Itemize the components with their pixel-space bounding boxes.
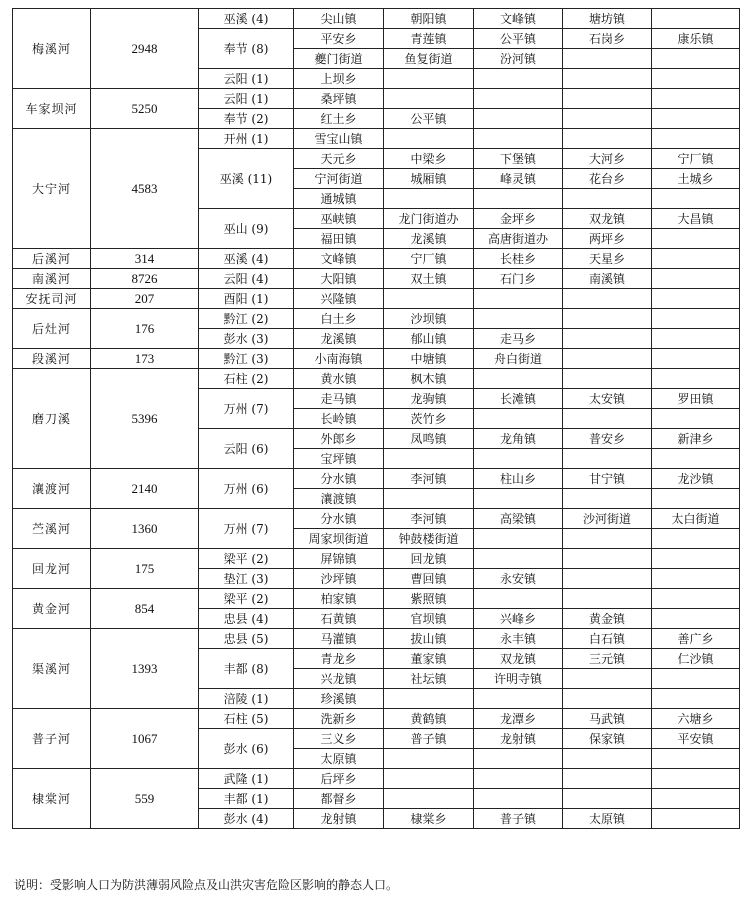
town-cell: 高唐街道办 [474,229,563,249]
county-cell: 巫溪 (4) [199,249,294,269]
town-cell: 永丰镇 [474,629,563,649]
county-cell: 丰都 (1) [199,789,294,809]
town-cell: 上坝乡 [294,69,384,89]
town-cell: 龙驹镇 [384,389,474,409]
town-cell: 舟白街道 [474,349,563,369]
town-cell [474,489,563,509]
town-cell: 分水镇 [294,469,384,489]
table-row [13,269,740,289]
table-row [13,469,740,489]
town-cell [563,589,652,609]
county-cell: 丰都 (8) [199,649,294,689]
town-cell [652,569,740,589]
town-cell [652,449,740,469]
town-cell [652,109,740,129]
river-name-cell: 普子河 [13,709,91,769]
town-cell: 走马乡 [474,329,563,349]
county-cell: 梁平 (2) [199,589,294,609]
town-cell: 龙射镇 [474,729,563,749]
town-cell: 黄金镇 [563,609,652,629]
town-cell: 珍溪镇 [294,689,384,709]
county-cell: 彭水 (6) [199,729,294,769]
county-cell: 云阳 (1) [199,69,294,89]
town-cell [474,89,563,109]
town-cell: 兴龙镇 [294,669,384,689]
town-cell: 六塘乡 [652,709,740,729]
county-cell: 云阳 (6) [199,429,294,469]
river-name-cell: 瀼渡河 [13,469,91,509]
town-cell [652,789,740,809]
town-cell [652,549,740,569]
river-name-cell: 棣棠河 [13,769,91,829]
town-cell: 枫木镇 [384,369,474,389]
town-cell [652,289,740,309]
town-cell: 中塘镇 [384,349,474,369]
town-cell: 白土乡 [294,309,384,329]
town-cell: 白石镇 [563,629,652,649]
affected-population-cell: 854 [91,589,199,629]
town-cell [474,289,563,309]
river-name-cell: 大宁河 [13,129,91,249]
town-cell [652,329,740,349]
town-cell: 茨竹乡 [384,409,474,429]
affected-population-cell: 207 [91,289,199,309]
town-cell: 后坪乡 [294,769,384,789]
town-cell [474,789,563,809]
town-cell: 青龙乡 [294,649,384,669]
table-row [13,369,740,389]
town-cell: 回龙镇 [384,549,474,569]
town-cell [563,49,652,69]
town-cell [563,409,652,429]
town-cell: 夔门街道 [294,49,384,69]
county-cell: 石柱 (2) [199,369,294,389]
river-name-cell: 黄金河 [13,589,91,629]
county-cell: 黔江 (3) [199,349,294,369]
town-cell [563,349,652,369]
town-cell: 外郎乡 [294,429,384,449]
town-cell [563,109,652,129]
town-cell [384,129,474,149]
town-cell: 分水镇 [294,509,384,529]
town-cell [563,789,652,809]
town-cell [474,109,563,129]
town-cell: 鱼复街道 [384,49,474,69]
town-cell: 天元乡 [294,149,384,169]
town-cell [652,89,740,109]
town-cell: 石黄镇 [294,609,384,629]
town-cell: 龙溪镇 [384,229,474,249]
town-cell: 许明寺镇 [474,669,563,689]
table-row [13,769,740,789]
town-cell [563,449,652,469]
town-cell: 甘宁镇 [563,469,652,489]
county-cell: 酉阳 (1) [199,289,294,309]
town-cell [563,769,652,789]
town-cell: 郁山镇 [384,329,474,349]
town-cell [474,769,563,789]
table-row [13,309,740,329]
table-row [13,9,740,29]
river-name-cell: 车家坝河 [13,89,91,129]
town-cell: 雪宝山镇 [294,129,384,149]
town-cell: 李河镇 [384,509,474,529]
town-cell: 罗田镇 [652,389,740,409]
table-row [13,589,740,609]
town-cell: 黄鹤镇 [384,709,474,729]
county-cell: 武隆 (1) [199,769,294,789]
river-name-cell: 安抚司河 [13,289,91,309]
town-cell: 长岭镇 [294,409,384,429]
town-cell [652,689,740,709]
town-cell: 红土乡 [294,109,384,129]
town-cell: 沙河街道 [563,509,652,529]
town-cell: 龙角镇 [474,429,563,449]
county-cell: 巫溪 (4) [199,9,294,29]
county-cell: 云阳 (1) [199,89,294,109]
town-cell [652,769,740,789]
town-cell [652,189,740,209]
town-cell [474,689,563,709]
town-cell [652,349,740,369]
town-cell: 凤鸣镇 [384,429,474,449]
town-cell: 龙溪镇 [294,329,384,349]
town-cell: 社坛镇 [384,669,474,689]
town-cell: 沙坪镇 [294,569,384,589]
table-row [13,349,740,369]
affected-population-cell: 176 [91,309,199,349]
town-cell [652,489,740,509]
town-cell [474,69,563,89]
town-cell: 洗新乡 [294,709,384,729]
town-cell: 走马镇 [294,389,384,409]
town-cell [474,529,563,549]
town-cell: 拔山镇 [384,629,474,649]
town-cell: 通城镇 [294,189,384,209]
affected-population-cell: 1393 [91,629,199,709]
affected-population-cell: 4583 [91,129,199,249]
town-cell: 黄水镇 [294,369,384,389]
table-row [13,509,740,529]
town-cell [652,529,740,549]
town-cell [474,309,563,329]
town-cell: 曹回镇 [384,569,474,589]
town-cell: 中梁乡 [384,149,474,169]
table-row [13,129,740,149]
table-row [13,709,740,729]
town-cell [563,309,652,329]
town-cell: 青莲镇 [384,29,474,49]
county-cell: 巫山 (9) [199,209,294,249]
affected-population-cell: 8726 [91,269,199,289]
affected-population-cell: 5250 [91,89,199,129]
affected-towns-table [12,8,740,829]
county-cell: 万州 (6) [199,469,294,509]
town-cell: 长滩镇 [474,389,563,409]
town-cell: 石岗乡 [563,29,652,49]
town-cell: 三元镇 [563,649,652,669]
town-cell: 尖山镇 [294,9,384,29]
town-cell: 周家坝街道 [294,529,384,549]
town-cell: 保家镇 [563,729,652,749]
affected-population-cell: 2140 [91,469,199,509]
town-cell [652,369,740,389]
town-cell: 宝坪镇 [294,449,384,469]
town-cell: 兴隆镇 [294,289,384,309]
town-cell: 柏家镇 [294,589,384,609]
town-cell [652,9,740,29]
town-cell: 公平镇 [384,109,474,129]
river-name-cell: 苎溪河 [13,509,91,549]
town-cell: 钟鼓楼街道 [384,529,474,549]
affected-population-cell: 5396 [91,369,199,469]
town-cell: 两坪乡 [563,229,652,249]
town-cell: 小南海镇 [294,349,384,369]
town-cell: 塘坊镇 [563,9,652,29]
affected-population-cell: 2948 [91,9,199,89]
town-cell: 屏锦镇 [294,549,384,569]
river-name-cell: 梅溪河 [13,9,91,89]
county-cell: 涪陵 (1) [199,689,294,709]
town-cell: 马武镇 [563,709,652,729]
affected-population-cell: 175 [91,549,199,589]
town-cell: 都督乡 [294,789,384,809]
river-name-cell: 后灶河 [13,309,91,349]
town-cell: 文峰镇 [294,249,384,269]
town-cell: 善广乡 [652,629,740,649]
town-cell: 龙沙镇 [652,469,740,489]
table-row [13,289,740,309]
county-cell: 奉节 (8) [199,29,294,69]
town-cell: 官坝镇 [384,609,474,629]
town-cell [563,69,652,89]
town-cell: 高梁镇 [474,509,563,529]
town-cell: 太原镇 [563,809,652,829]
town-cell [652,49,740,69]
town-cell [563,129,652,149]
town-cell: 永安镇 [474,569,563,589]
town-cell: 土城乡 [652,169,740,189]
town-cell: 巫峡镇 [294,209,384,229]
town-cell: 宁厂镇 [652,149,740,169]
town-cell: 大河乡 [563,149,652,169]
town-cell [563,329,652,349]
table-row [13,89,740,109]
town-cell [474,409,563,429]
town-cell [652,669,740,689]
town-cell [384,689,474,709]
town-cell [384,69,474,89]
town-cell: 普子镇 [384,729,474,749]
town-cell: 福田镇 [294,229,384,249]
town-cell [384,769,474,789]
town-cell [384,89,474,109]
town-cell: 平安镇 [652,729,740,749]
affected-population-cell: 173 [91,349,199,369]
town-cell [384,189,474,209]
town-cell [563,89,652,109]
town-cell: 天星乡 [563,249,652,269]
town-cell: 朝阳镇 [384,9,474,29]
town-cell [652,749,740,769]
town-cell [652,249,740,269]
town-cell: 城厢镇 [384,169,474,189]
town-cell [384,449,474,469]
town-cell: 长桂乡 [474,249,563,269]
town-cell [474,589,563,609]
county-cell: 石柱 (5) [199,709,294,729]
town-cell: 平安乡 [294,29,384,49]
county-cell: 万州 (7) [199,509,294,549]
town-cell: 汾河镇 [474,49,563,69]
river-name-cell: 回龙河 [13,549,91,589]
county-cell: 开州 (1) [199,129,294,149]
town-cell: 桑坪镇 [294,89,384,109]
town-cell: 董家镇 [384,649,474,669]
affected-population-cell: 314 [91,249,199,269]
town-cell [563,549,652,569]
affected-population-cell: 1360 [91,509,199,549]
affected-population-cell: 1067 [91,709,199,769]
county-cell: 忠县 (5) [199,629,294,649]
town-cell [563,489,652,509]
county-cell: 彭水 (3) [199,329,294,349]
town-cell: 李河镇 [384,469,474,489]
town-cell: 下堡镇 [474,149,563,169]
town-cell [563,689,652,709]
town-cell: 双土镇 [384,269,474,289]
town-cell [563,749,652,769]
town-cell: 大阳镇 [294,269,384,289]
town-cell: 三义乡 [294,729,384,749]
county-cell: 忠县 (4) [199,609,294,629]
town-cell [652,589,740,609]
town-cell: 双龙镇 [474,649,563,669]
town-cell: 双龙镇 [563,209,652,229]
town-cell [652,269,740,289]
town-cell [563,189,652,209]
town-cell: 金坪乡 [474,209,563,229]
river-name-cell: 后溪河 [13,249,91,269]
town-cell: 太原镇 [294,749,384,769]
town-cell: 南溪镇 [563,269,652,289]
river-name-cell: 渠溪河 [13,629,91,709]
town-cell [563,369,652,389]
town-cell [474,749,563,769]
town-cell: 花台乡 [563,169,652,189]
town-cell: 紫照镇 [384,589,474,609]
town-cell [474,189,563,209]
town-cell: 柱山乡 [474,469,563,489]
river-name-cell: 磨刀溪 [13,369,91,469]
town-cell: 普子镇 [474,809,563,829]
town-cell [652,409,740,429]
town-cell [563,569,652,589]
county-cell: 黔江 (2) [199,309,294,329]
town-cell: 宁厂镇 [384,249,474,269]
town-cell: 龙射镇 [294,809,384,829]
county-cell: 奉节 (2) [199,109,294,129]
county-cell: 垫江 (3) [199,569,294,589]
town-cell: 普安乡 [563,429,652,449]
county-cell: 云阳 (4) [199,269,294,289]
town-cell: 公平镇 [474,29,563,49]
town-cell [652,129,740,149]
town-cell [474,549,563,569]
county-cell: 彭水 (4) [199,809,294,829]
town-cell [384,749,474,769]
table-row [13,549,740,569]
town-cell [563,529,652,549]
town-cell: 新津乡 [652,429,740,449]
town-cell [474,369,563,389]
town-cell: 棣棠乡 [384,809,474,829]
town-cell [563,289,652,309]
town-cell: 康乐镇 [652,29,740,49]
town-cell [384,789,474,809]
town-cell: 太安镇 [563,389,652,409]
table-row [13,629,740,649]
town-cell: 马灌镇 [294,629,384,649]
river-name-cell: 南溪河 [13,269,91,289]
table-footnote: 说明：受影响人口为防洪薄弱风险点及山洪灾害危险区影响的静态人口。 [14,878,399,892]
town-cell [384,489,474,509]
town-cell: 峰灵镇 [474,169,563,189]
town-cell [563,669,652,689]
town-cell: 大昌镇 [652,209,740,229]
town-cell [652,69,740,89]
town-cell: 沙坝镇 [384,309,474,329]
town-cell: 石门乡 [474,269,563,289]
town-cell: 文峰镇 [474,9,563,29]
town-cell [474,449,563,469]
town-cell: 兴峰乡 [474,609,563,629]
town-cell: 太白街道 [652,509,740,529]
river-name-cell: 段溪河 [13,349,91,369]
town-cell [652,609,740,629]
town-cell: 瀼渡镇 [294,489,384,509]
town-cell: 龙门街道办 [384,209,474,229]
affected-population-cell: 559 [91,769,199,829]
county-cell: 万州 (7) [199,389,294,429]
town-cell [474,129,563,149]
county-cell: 巫溪 (11) [199,149,294,209]
town-cell [652,309,740,329]
town-cell [384,289,474,309]
table-row [13,249,740,269]
town-cell: 仁沙镇 [652,649,740,669]
county-cell: 梁平 (2) [199,549,294,569]
town-cell [652,809,740,829]
town-cell: 龙潭乡 [474,709,563,729]
town-cell: 宁河街道 [294,169,384,189]
town-cell [652,229,740,249]
